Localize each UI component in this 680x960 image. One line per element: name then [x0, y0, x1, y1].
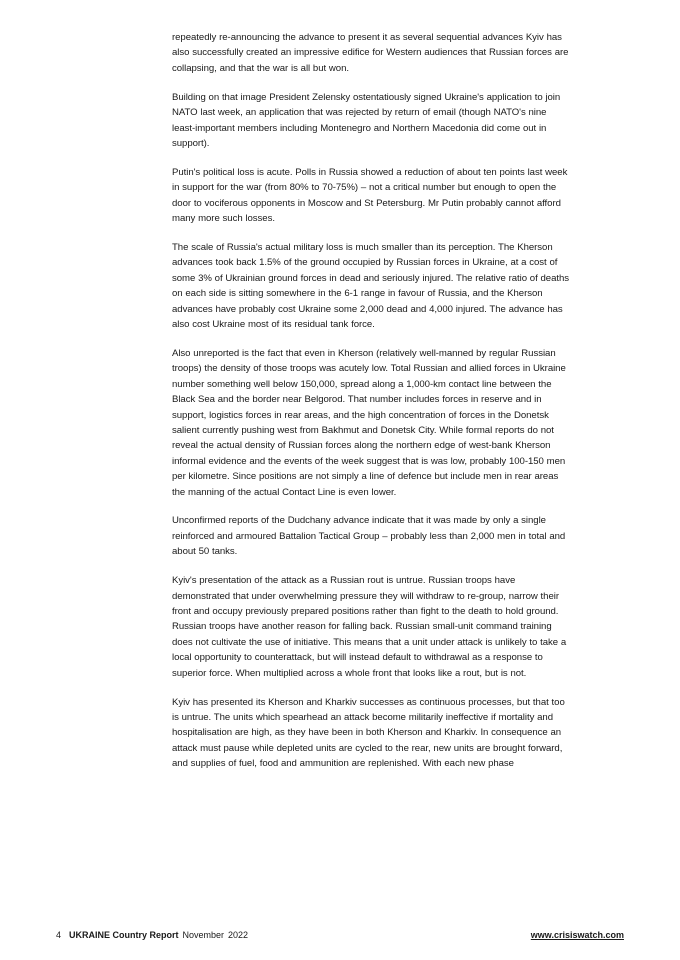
paragraph: Putin's political loss is acute. Polls in Russia showed a reduction of about ten points last week in support for the war (from 80% to 70-75%) – not a critical number but enough to open the door to vociferous opponents in Moscow and St Petersburg. Mr Putin probably cannot afford many more such losses. [172, 166, 568, 225]
page-footer [56, 929, 624, 941]
report-month: November [182, 930, 225, 940]
paragraph: Also unreported is the fact that even in Kherson (relatively well-manned by regular Russian troops) the density of those troops was acutely low. Total Russian and allied forces in Ukraine number something well below 150,000, spread along a 1,000-km contact line between the Black Sea and the border near Belgorod. That number includes forces in reserve and in support, logistics forces in rear areas, and the high concentration of forces in the Donetsk salient currently pushing west from Bakhmut and Donetsk City. While formal reports do not reveal the actual density of Russian forces along the northern edge of west-bank Kherson informal evidence and the events of the week suggest that is was low, probably 100-150 men per kilometre. Since positions are not simply a line of defence but include men in rear areas the manning of the actual Contact Line is even lower. [172, 347, 566, 498]
report-year: 2022 [228, 930, 249, 940]
page-number: 4 [56, 930, 62, 940]
website-link[interactable]: www.crisiswatch.com [530, 930, 624, 940]
paragraph: The scale of Russia's actual military loss is much smaller than its perception. The Kherson advances took back 1.5% of the ground occupied by Russian forces in Ukraine, at a cost of some 3% of Ukrainian ground forces in dead and seriously injured. The relative ratio of deaths on each side is sitting somewhere in the 6-1 range in favour of Russia, and the Kherson advances have probably cost Ukraine some 2,000 dead and 4,000 injured. The advance has also cost Ukraine most of its residual tank force. [172, 241, 570, 330]
paragraph: repeatedly re-announcing the advance to present it as several sequential advances Kyiv has also successfully created an impressive edifice for Western audiences that Russian forces are collapsing, and that the war is all but won. [172, 32, 569, 74]
paragraph: Kyiv's presentation of the attack as a Russian rout is untrue. Russian troops have demonstrated that under overwhelming pressure they will withdraw to re-group, narrow their front and occupy previously prepared positions rather than fight to the death to hold ground. Russian troops have another reason for falling back. Russian small-unit command training does not cultivate the use of initiative. This means that a unit under attack is unlikely to take a local opportunity to counterattack, but will instead default to withdrawal as a response to superior force. When multiplied across a whole front that looks like a rout, but is not. [172, 575, 567, 679]
paragraph: Building on that image President Zelensky ostentatiously signed Ukraine's application to join NATO last week, an application that was rejected by return of email (though NATO's nine least-important members including Montenegro and Northern Macedonia did come out in support). [172, 91, 561, 149]
article-body [172, 30, 570, 785]
paragraph: Unconfirmed reports of the Dudchany advance indicate that it was made by only a single reinforced and armoured Battalion Tactical Group – probably less than 2,000 men in total and about 50 tanks. [172, 515, 566, 558]
paragraph: Kyiv has presented its Kherson and Kharkiv successes as continuous processes, but that too is untrue. The units which spearhead an attack become militarily ineffective if mortality and hospitalisation are high, as they have been in both Kherson and Kharkiv. In consequence an attack must pause while depleted units are cycled to the rear, new units are brought forward, and supplies of fuel, food and ammunition are replenished. With each new phase [172, 696, 565, 770]
report-title: UKRAINE Country Report [69, 930, 179, 940]
